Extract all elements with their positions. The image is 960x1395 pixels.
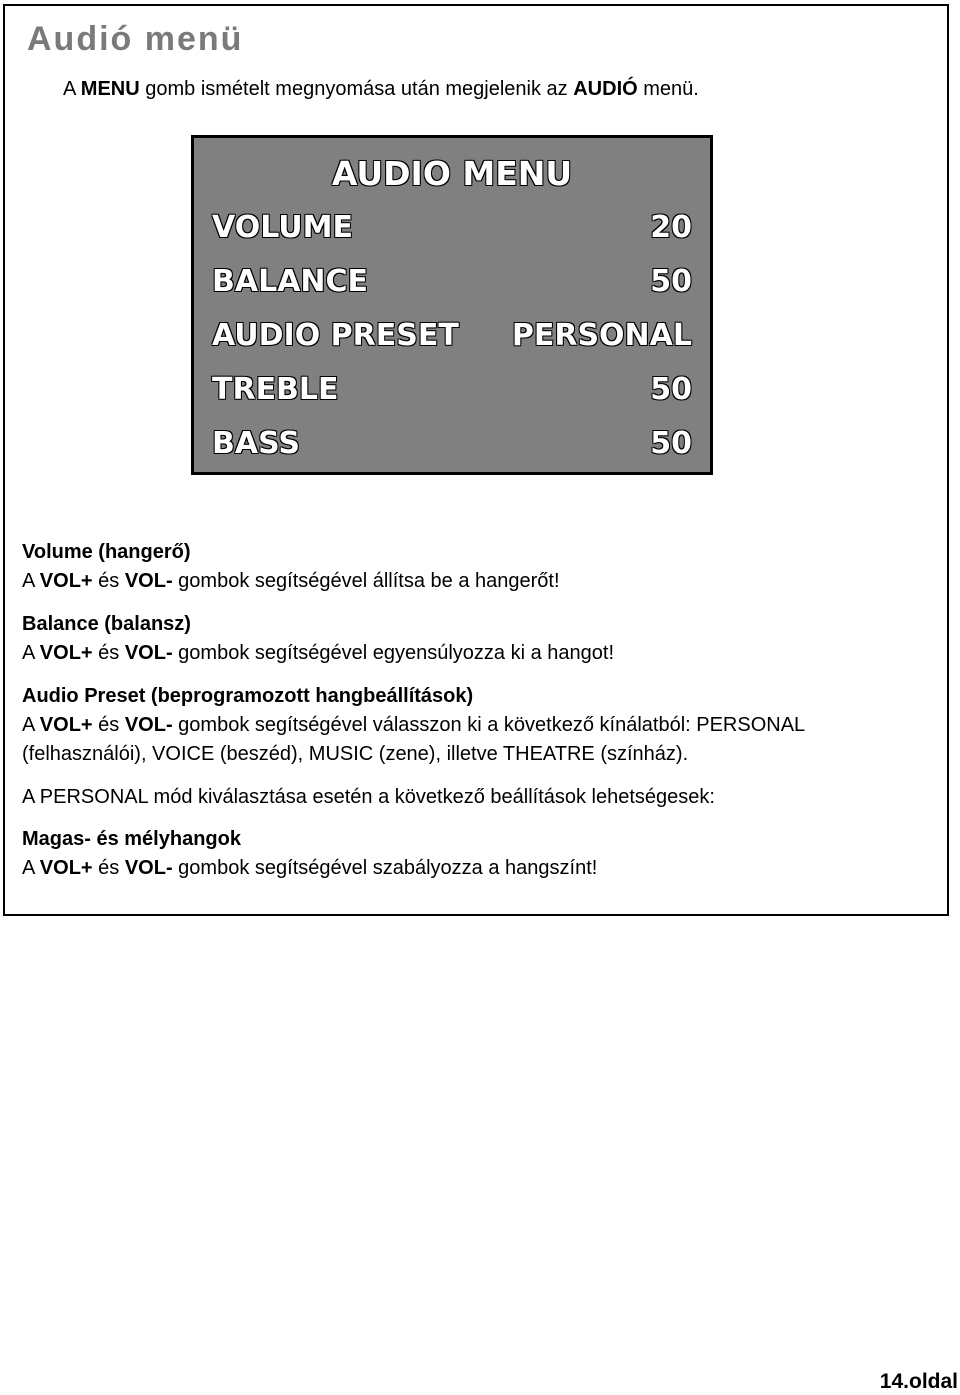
intro-text-part: menü. bbox=[637, 78, 699, 100]
audio-menu-screen bbox=[191, 135, 713, 475]
osd-row-audio-preset bbox=[212, 318, 692, 358]
vol-plus-keyword: VOL+ bbox=[39, 857, 93, 879]
personal-mode-text: A PERSONAL mód kiválasztása esetén a következő beállítások lehetségesek: bbox=[22, 786, 715, 808]
description-body bbox=[22, 538, 932, 883]
text-part: és bbox=[92, 714, 125, 736]
audio-keyword: AUDIÓ bbox=[573, 78, 638, 100]
osd-row-value: 50 bbox=[650, 372, 692, 407]
osd-row-label: BALANCE bbox=[212, 264, 369, 299]
audio-menu-title: AUDIO MENU bbox=[331, 154, 573, 193]
text-part: gombok segítségével válasszon ki a következő kínálatból: PERSONAL (felhasználói), VOICE (beszéd), MUSIC (zene), illetve THEATRE (színház). bbox=[22, 714, 805, 765]
osd-row-label: VOLUME bbox=[212, 210, 353, 245]
vol-plus-keyword: VOL+ bbox=[39, 642, 93, 664]
vol-minus-keyword: VOL- bbox=[124, 857, 173, 879]
osd-row-label: BASS bbox=[212, 426, 300, 461]
volume-description bbox=[22, 567, 932, 596]
intro-text-part: A bbox=[63, 78, 81, 100]
tone-description bbox=[22, 854, 932, 883]
text-part: gombok segítségével szabályozza a hangszínt! bbox=[172, 857, 598, 879]
tone-heading: Magas- és mélyhangok bbox=[22, 828, 241, 850]
menu-keyword: MENU bbox=[80, 78, 140, 100]
text-part: és bbox=[92, 857, 125, 879]
text-part: A bbox=[22, 714, 40, 736]
intro-text bbox=[63, 78, 699, 101]
vol-minus-keyword: VOL- bbox=[124, 642, 173, 664]
osd-row-treble bbox=[212, 372, 692, 412]
page-title: Audió menü bbox=[27, 20, 244, 58]
osd-row-value: PERSONAL bbox=[511, 318, 692, 353]
text-part: A bbox=[22, 857, 40, 879]
text-part: és bbox=[92, 570, 125, 592]
audio-preset-description bbox=[22, 711, 932, 769]
vol-plus-keyword: VOL+ bbox=[39, 714, 93, 736]
balance-description bbox=[22, 639, 932, 668]
vol-minus-keyword: VOL- bbox=[124, 714, 173, 736]
osd-row-balance bbox=[212, 264, 692, 304]
osd-row-bass bbox=[212, 426, 692, 466]
text-part: és bbox=[92, 642, 125, 664]
balance-heading: Balance (balansz) bbox=[22, 613, 191, 635]
osd-row-volume bbox=[212, 210, 692, 250]
osd-row-label: TREBLE bbox=[212, 372, 339, 407]
audio-preset-heading: Audio Preset (beprogramozott hangbeállítások) bbox=[22, 685, 474, 707]
vol-minus-keyword: VOL- bbox=[124, 570, 173, 592]
osd-row-value: 20 bbox=[650, 210, 692, 245]
volume-heading: Volume (hangerő) bbox=[22, 541, 191, 563]
osd-row-label: AUDIO PRESET bbox=[212, 318, 459, 353]
intro-text-part: gomb ismételt megnyomása után megjelenik az bbox=[139, 78, 574, 100]
osd-row-value: 50 bbox=[650, 426, 692, 461]
text-part: gombok segítségével egyensúlyozza ki a hangot! bbox=[172, 642, 615, 664]
text-part: gombok segítségével állítsa be a hangerőt! bbox=[172, 570, 560, 592]
page-number: 14.oldal bbox=[879, 1370, 958, 1393]
text-part: A bbox=[22, 570, 40, 592]
text-part: A bbox=[22, 642, 40, 664]
vol-plus-keyword: VOL+ bbox=[39, 570, 93, 592]
osd-row-value: 50 bbox=[650, 264, 692, 299]
